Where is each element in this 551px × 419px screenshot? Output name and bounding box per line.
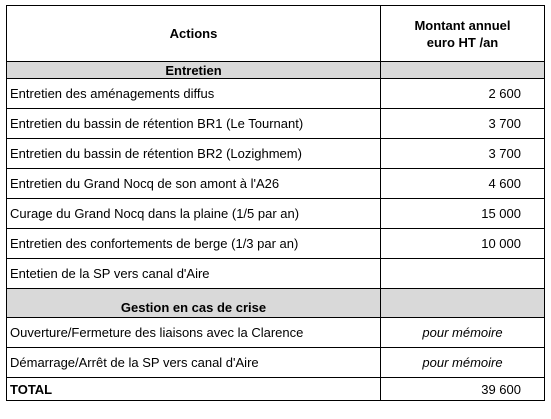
row-amount: 4 600	[381, 169, 545, 199]
row-amount: pour mémoire	[381, 348, 545, 378]
table-row	[7, 318, 545, 348]
section-title: Gestion en cas de crise	[7, 289, 381, 318]
row-label: Ouverture/Fermeture des liaisons avec la Clarence	[7, 318, 381, 348]
total-label: TOTAL	[7, 378, 381, 401]
header-amount-line2: euro HT /an	[426, 34, 499, 50]
row-amount: 15 000	[381, 199, 545, 229]
table-row	[7, 169, 545, 199]
section-header-crisis	[7, 289, 545, 318]
table-row	[7, 199, 545, 229]
header-amount	[381, 6, 545, 62]
table-row	[7, 139, 545, 169]
row-amount: 2 600	[381, 79, 545, 109]
row-label: Curage du Grand Nocq dans la plaine (1/5 par an)	[7, 199, 381, 229]
row-amount: 3 700	[381, 139, 545, 169]
table-header-row	[7, 6, 545, 62]
row-label: Démarrage/Arrêt de la SP vers canal d'Aire	[7, 348, 381, 378]
total-row	[7, 378, 545, 401]
header-amount-line1: Montant annuel	[414, 17, 511, 33]
row-label: Entretien des aménagements diffus	[7, 79, 381, 109]
table-row	[7, 348, 545, 378]
table-row	[7, 79, 545, 109]
row-label: Entetien de la SP vers canal d'Aire	[7, 259, 381, 289]
row-label: Entretien du bassin de rétention BR1 (Le Tournant)	[7, 109, 381, 139]
row-amount	[381, 259, 545, 289]
section-title: Entretien	[7, 62, 381, 79]
cost-table-container	[6, 5, 545, 401]
total-amount: 39 600	[381, 378, 545, 401]
table-row	[7, 109, 545, 139]
table-row	[7, 259, 545, 289]
section-header-maintenance	[7, 62, 545, 79]
row-amount: pour mémoire	[381, 318, 545, 348]
table-row	[7, 229, 545, 259]
annual-cost-table	[6, 5, 545, 401]
row-label: Entretien des confortements de berge (1/3 par an)	[7, 229, 381, 259]
row-label: Entretien du Grand Nocq de son amont à l'A26	[7, 169, 381, 199]
section-spacer	[381, 289, 545, 318]
row-amount: 10 000	[381, 229, 545, 259]
row-label: Entretien du bassin de rétention BR2 (Lozighmem)	[7, 139, 381, 169]
row-amount: 3 700	[381, 109, 545, 139]
section-spacer	[381, 62, 545, 79]
header-actions: Actions	[7, 6, 381, 62]
